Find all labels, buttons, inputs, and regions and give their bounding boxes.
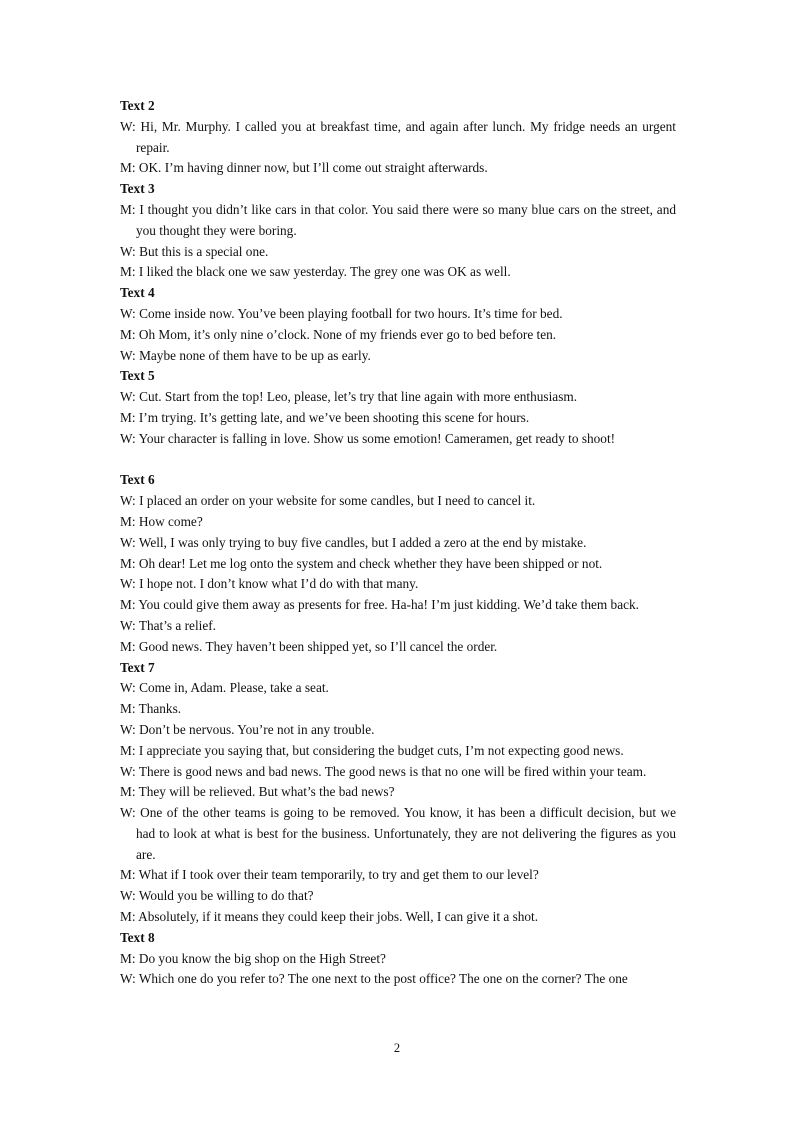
section-heading: Text 7 <box>120 659 155 675</box>
dialogue-line: W: Maybe none of them have to be up as early. <box>120 347 371 363</box>
dialogue-line: M: OK. I’m having dinner now, but I’ll come out straight afterwards. <box>120 160 488 176</box>
dialogue-line: M: I thought you didn’t like cars in that color. You said there were so many blue cars on the street, and you thought they were boring. <box>120 201 676 238</box>
dialogue-line: W: One of the other teams is going to be removed. You know, it has been a difficult decision, but we had to look at what is best for the business. Unfortunately, they are not delivering the figures as you are. <box>120 805 676 862</box>
dialogue-line: W: Cut. Start from the top! Leo, please, let’s try that line again with more enthusiasm. <box>120 389 578 405</box>
page-number: 2 <box>393 1041 401 1055</box>
dialogue-line: W: Well, I was only trying to buy five candles, but I added a zero at the end by mistake. <box>120 534 587 550</box>
dialogue-line: M: Oh Mom, it’s only nine o’clock. None of my friends ever go to bed before ten. <box>120 326 557 342</box>
section-spacer <box>120 450 676 471</box>
dialogue-section <box>120 96 676 179</box>
dialogue-section <box>120 283 676 366</box>
dialogue-section <box>120 658 676 928</box>
dialogue-line: M: Absolutely, if it means they could keep their jobs. Well, I can give it a shot. <box>120 909 539 925</box>
dialogue-line: W: There is good news and bad news. The good news is that no one will be fired within your team. <box>120 763 647 779</box>
dialogue-line: W: Which one do you refer to? The one next to the post office? The one on the corner? The one <box>120 971 628 987</box>
dialogue-line: M: Thanks. <box>120 701 182 717</box>
dialogue-line: M: What if I took over their team temporarily, to try and get them to our level? <box>120 867 539 883</box>
dialogue-section <box>120 366 676 449</box>
dialogue-line: M: Good news. They haven’t been shipped yet, so I’ll cancel the order. <box>120 638 498 654</box>
dialogue-line: W: I placed an order on your website for some candles, but I need to cancel it. <box>120 493 536 509</box>
dialogue-line: W: That’s a relief. <box>120 617 216 633</box>
dialogue-line: M: Oh dear! Let me log onto the system and check whether they have been shipped or not. <box>120 555 603 571</box>
dialogue-line: W: Your character is falling in love. Show us some emotion! Cameramen, get ready to shoot! <box>120 430 616 446</box>
dialogue-line: M: I’m trying. It’s getting late, and we’ve been shooting this scene for hours. <box>120 409 530 425</box>
section-heading: Text 5 <box>120 368 155 384</box>
dialogue-line: M: I liked the black one we saw yesterday. The grey one was OK as well. <box>120 264 511 280</box>
dialogue-line: W: Would you be willing to do that? <box>120 888 314 904</box>
section-heading: Text 2 <box>120 98 155 113</box>
dialogue-line: W: Hi, Mr. Murphy. I called you at breakfast time, and again after lunch. My fridge needs an urgent repair. <box>120 118 676 155</box>
dialogue-line: W: But this is a special one. <box>120 243 269 259</box>
section-heading: Text 8 <box>120 929 155 945</box>
section-heading: Text 4 <box>120 285 155 301</box>
dialogue-line: W: I hope not. I don’t know what I’d do with that many. <box>120 576 419 592</box>
dialogue-line: M: Do you know the big shop on the High Street? <box>120 950 386 966</box>
dialogue-line: M: I appreciate you saying that, but considering the budget cuts, I’m not expecting good news. <box>120 742 624 758</box>
dialogue-section <box>120 179 676 283</box>
dialogue-line: M: You could give them away as presents for free. Ha-ha! I’m just kidding. We’d take them back. <box>120 597 639 613</box>
dialogue-line: W: Don’t be nervous. You’re not in any trouble. <box>120 721 375 737</box>
section-heading: Text 6 <box>120 472 155 488</box>
dialogue-line: M: How come? <box>120 513 203 529</box>
dialogue-section <box>120 928 676 990</box>
dialogue-line: M: They will be relieved. But what’s the bad news? <box>120 784 395 800</box>
dialogue-line: W: Come in, Adam. Please, take a seat. <box>120 680 329 696</box>
dialogue-section <box>120 470 676 657</box>
dialogue-line: W: Come inside now. You’ve been playing football for two hours. It’s time for bed. <box>120 305 563 321</box>
section-heading: Text 3 <box>120 181 155 197</box>
document-body <box>120 96 676 990</box>
